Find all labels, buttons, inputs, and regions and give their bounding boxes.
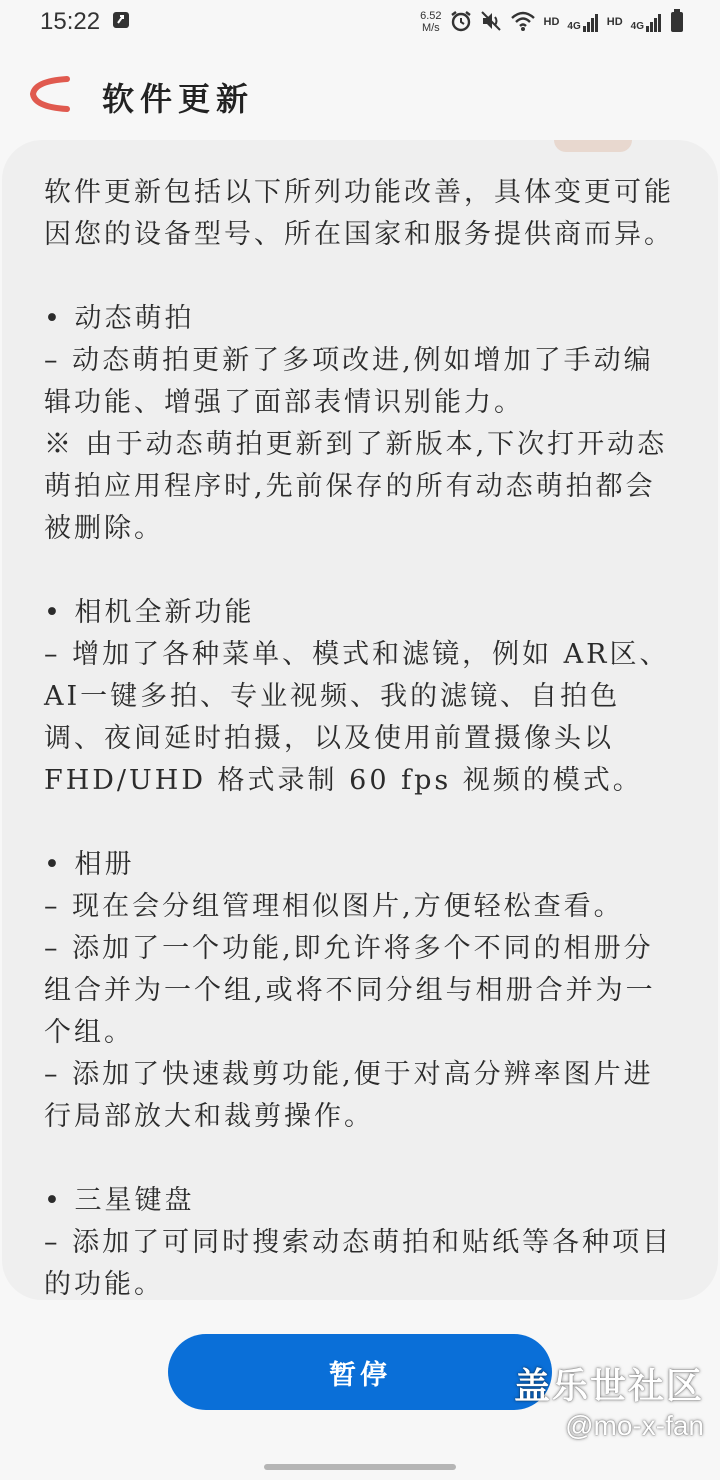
back-arrow-icon [25, 73, 71, 119]
section-line: – 添加了一个功能,即允许将多个不同的相册分组合并为一个组,或将不同分组与相册合并为一个组。 [44, 933, 656, 1048]
signal-icon-2 [631, 12, 662, 32]
mute-icon [480, 10, 502, 35]
status-bar [0, 0, 720, 44]
section-line: ※ 由于动态萌拍更新到了新版本,下次打开动态萌拍应用程序时,先前保存的所有动态萌拍都会被删除。 [44, 429, 668, 544]
network-type-1: 4G [567, 21, 581, 32]
bottom-area [0, 1300, 720, 1480]
network-type-2: 4G [630, 21, 644, 32]
section-title: • 三星键盘 [44, 1185, 195, 1216]
watermark [514, 1364, 704, 1444]
back-button[interactable] [22, 70, 74, 122]
signal-icon [567, 12, 598, 32]
section-line: – 动态萌拍更新了多项改进,例如增加了手动编辑功能、增强了面部表情识别能力。 [44, 345, 654, 418]
card-decoration [554, 140, 632, 152]
release-notes [44, 172, 674, 1300]
status-time: 15:22 [40, 8, 101, 35]
network-speed-unit: M/s [421, 22, 440, 34]
release-notes-intro: 软件更新包括以下所列功能改善，具体变更可能因您的设备型号、所在国家和服务提供商而异。 [44, 177, 674, 250]
notification-icon [112, 8, 130, 36]
section-camera [44, 592, 674, 802]
section-title: • 相册 [44, 849, 135, 880]
section-line: – 添加了快速裁剪功能,便于对高分辨率图片进行局部放大和裁剪操作。 [44, 1059, 654, 1132]
release-notes-card[interactable] [2, 140, 718, 1300]
page-title: 软件更新 [102, 80, 255, 118]
section-motion-photo [44, 298, 674, 550]
section-keyboard [44, 1180, 674, 1300]
watermark-handle: @mo-x-fan [565, 1410, 704, 1441]
watermark-title: 盖乐世社区 [513, 1365, 704, 1406]
pause-button[interactable]: 暂停 [168, 1334, 552, 1410]
section-line: – 现在会分组管理相似图片,方便轻松查看。 [44, 891, 624, 922]
section-line: – 添加了可同时搜索动态萌拍和贴纸等各种项目的功能。 [44, 1227, 673, 1300]
app-bar [0, 56, 720, 136]
hd-label-1: HD [543, 16, 560, 28]
wifi-icon [510, 10, 536, 35]
section-title: • 相机全新功能 [44, 597, 255, 628]
home-indicator[interactable] [264, 1464, 456, 1470]
battery-icon [670, 9, 684, 36]
network-speed [420, 10, 441, 34]
status-right [420, 9, 684, 36]
section-title: • 动态萌拍 [44, 303, 195, 334]
alarm-icon [450, 10, 472, 35]
section-line: – 增加了各种菜单、模式和滤镜，例如 AR区、AI一键多拍、专业视频、我的滤镜、自拍色调、夜间延时拍摄，以及使用前置摄像头以 FHD/UHD 格式录制 60 fps 视频的模式。 [44, 639, 670, 796]
network-speed-value: 6.52 [420, 10, 442, 22]
hd-label-2: HD [606, 16, 623, 28]
status-left [40, 8, 130, 36]
section-gallery [44, 844, 674, 1138]
